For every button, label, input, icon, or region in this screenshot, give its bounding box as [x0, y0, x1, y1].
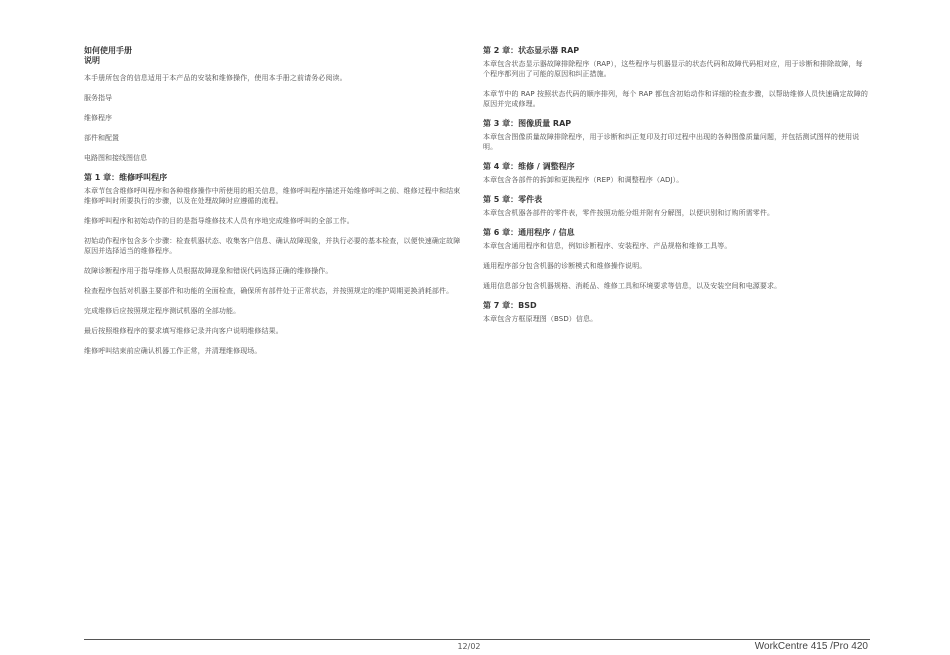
manual-title-block	[84, 46, 462, 66]
chapter-7-heading: 第 7 章：BSD	[483, 301, 537, 310]
list-item: 服务指导	[84, 94, 112, 102]
list-item: 电路图和接线图信息	[84, 154, 147, 162]
chapter-5-heading: 第 5 章：零件表	[483, 195, 543, 204]
chapter-6-paragraph: 通用程序部分包含机器的诊断模式和维修操作说明。	[483, 262, 647, 270]
manual-title: 如何使用手册	[84, 46, 132, 55]
chapter-3-heading: 第 3 章：图像质量 RAP	[483, 119, 572, 128]
list-item: 维修程序	[84, 114, 112, 122]
chapter-4-heading: 第 4 章：维修 / 调整程序	[483, 162, 575, 171]
chapter-5-paragraph: 本章包含机器各部件的零件表，零件按照功能分组并附有分解图，以便识别和订购所需零件。	[483, 209, 775, 217]
manual-subtitle: 说明	[84, 56, 100, 65]
chapter-1-heading: 第 1 章：维修呼叫程序	[84, 173, 168, 182]
footer-divider	[84, 639, 870, 640]
page-number-text: 12/02	[457, 642, 481, 651]
chapter-1-paragraph: 初始动作程序包含多个步骤：检查机器状态、收集客户信息、确认故障现象，并执行必要的基本检查，以便快速确定故障原因并选择适当的维修程序。	[84, 237, 461, 255]
chapter-2-heading: 第 2 章：状态显示器 RAP	[483, 46, 580, 55]
product-name: WorkCentre 415 /Pro 420	[754, 641, 868, 652]
chapter-1-paragraph: 本章节包含维修呼叫程序和各种维修操作中所使用的相关信息，维修呼叫程序描述开始维修呼叫之前、维修过程中和结束维修呼叫时所要执行的步骤，以及在处理故障时应遵循的流程。	[84, 187, 461, 205]
chapter-1-paragraph: 完成维修后应按照规定程序测试机器的全部功能。	[84, 307, 241, 315]
chapter-6-paragraph: 本章包含通用程序和信息，例如诊断程序、安装程序、产品规格和维修工具等。	[483, 242, 732, 250]
chapter-2-paragraph: 本章节中的 RAP 按照状态代码的顺序排列，每个 RAP 都包含初始动作和详细的检查步骤，以帮助维修人员快速确定故障的原因并完成修理。	[483, 90, 868, 108]
left-column	[84, 46, 462, 366]
chapter-7-paragraph: 本章包含方框原理图（BSD）信息。	[483, 315, 598, 323]
chapter-1-paragraph: 检查程序包括对机器主要部件和功能的全面检查，确保所有部件处于正常状态，并按照规定的维护周期更换消耗部件。	[84, 287, 454, 295]
chapter-1-paragraph: 最后按照维修程序的要求填写维修记录并向客户说明维修结果。	[84, 327, 283, 335]
intro-paragraph: 本手册所包含的信息适用于本产品的安装和维修操作，使用本手册之前请务必阅读。	[84, 74, 347, 82]
chapter-2-paragraph: 本章包含状态显示器故障排除程序（RAP），这些程序与机器显示的状态代码和故障代码相对应，用于诊断和排除故障，每个程序都列出了可能的原因和纠正措施。	[483, 60, 863, 78]
chapter-3-paragraph: 本章包含图像质量故障排除程序，用于诊断和纠正复印及打印过程中出现的各种图像质量问题，并包括测试图样的使用说明。	[483, 133, 860, 151]
right-column	[483, 46, 869, 334]
chapter-4-paragraph: 本章包含各部件的拆卸和更换程序（REP）和调整程序（ADJ）。	[483, 176, 684, 184]
list-item: 部件和配置	[84, 134, 119, 142]
chapter-1-paragraph: 故障诊断程序用于指导维修人员根据故障现象和错误代码选择正确的维修操作。	[84, 267, 333, 275]
chapter-1-paragraph: 维修呼叫程序和初始动作的目的是指导维修技术人员有序地完成维修呼叫的全部工作。	[84, 217, 354, 225]
chapter-1-paragraph: 维修呼叫结束前应确认机器工作正常，并清理维修现场。	[84, 347, 262, 355]
chapter-6-heading: 第 6 章：通用程序 / 信息	[483, 228, 575, 237]
chapter-6-paragraph: 通用信息部分包含机器规格、消耗品、维修工具和环境要求等信息，以及安装空间和电源要求。	[483, 282, 782, 290]
